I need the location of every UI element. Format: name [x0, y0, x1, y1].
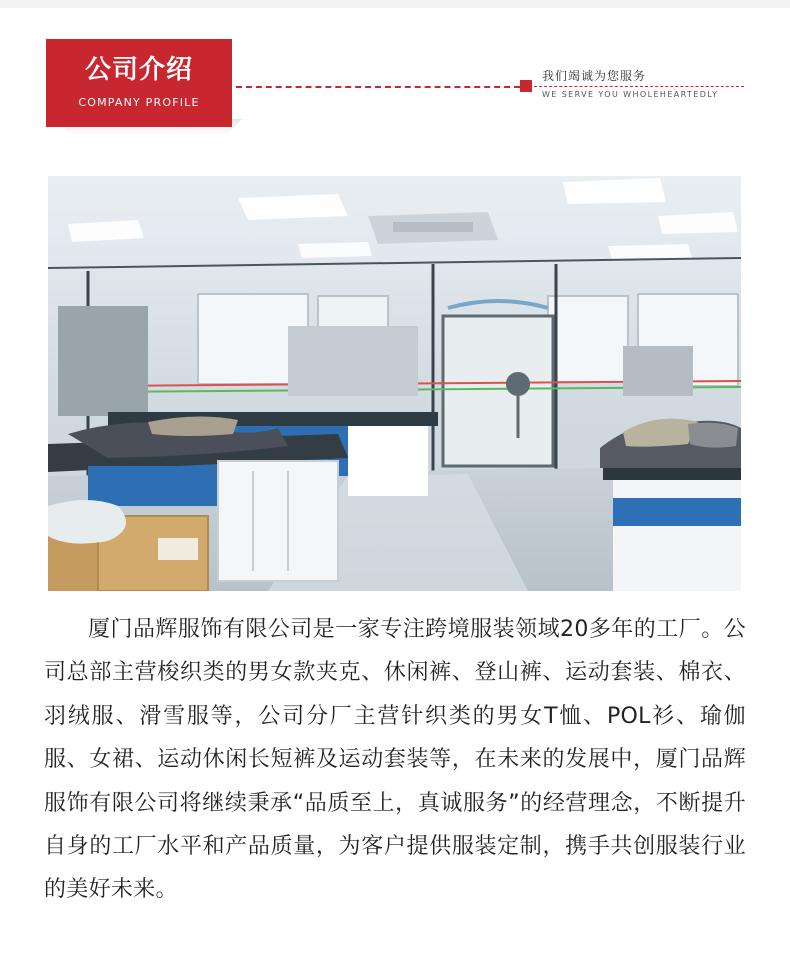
section-title: 公司介绍	[84, 55, 193, 85]
factory-lab-photo-icon	[48, 176, 741, 591]
dashed-divider	[236, 86, 520, 88]
dashed-divider-right	[534, 86, 744, 87]
factory-photo	[48, 176, 741, 591]
section-subtitle: COMPANY PROFILE	[78, 96, 200, 109]
slogan-chinese: 我们竭诚为您服务	[542, 69, 647, 83]
section-title-badge	[46, 39, 232, 127]
top-band	[0, 0, 790, 8]
badge-box	[46, 39, 232, 127]
company-intro-paragraph: 厦门品辉服饰有限公司是一家专注跨境服装领域20多年的工厂。公司总部主营梭织类的男女款夹克、休闲裤、登山裤、运动套装、棉衣、羽绒服、滑雪服等，公司分厂主营针织类的男女T恤、POL衫、瑜伽服、女裙、运动休闲长短裤及运动套装等，在未来的发展中，厦门品辉服饰有限公司将继续秉承“品质至上，真诚服务”的经营理念，不断提升自身的工厂水平和产品质量，为客户提供服装定制，携手共创服装行业的美好未来。	[44, 617, 746, 903]
slogan-marker-icon	[520, 80, 532, 92]
slogan-english: WE SERVE YOU WHOLEHEARTEDLY	[542, 90, 719, 99]
